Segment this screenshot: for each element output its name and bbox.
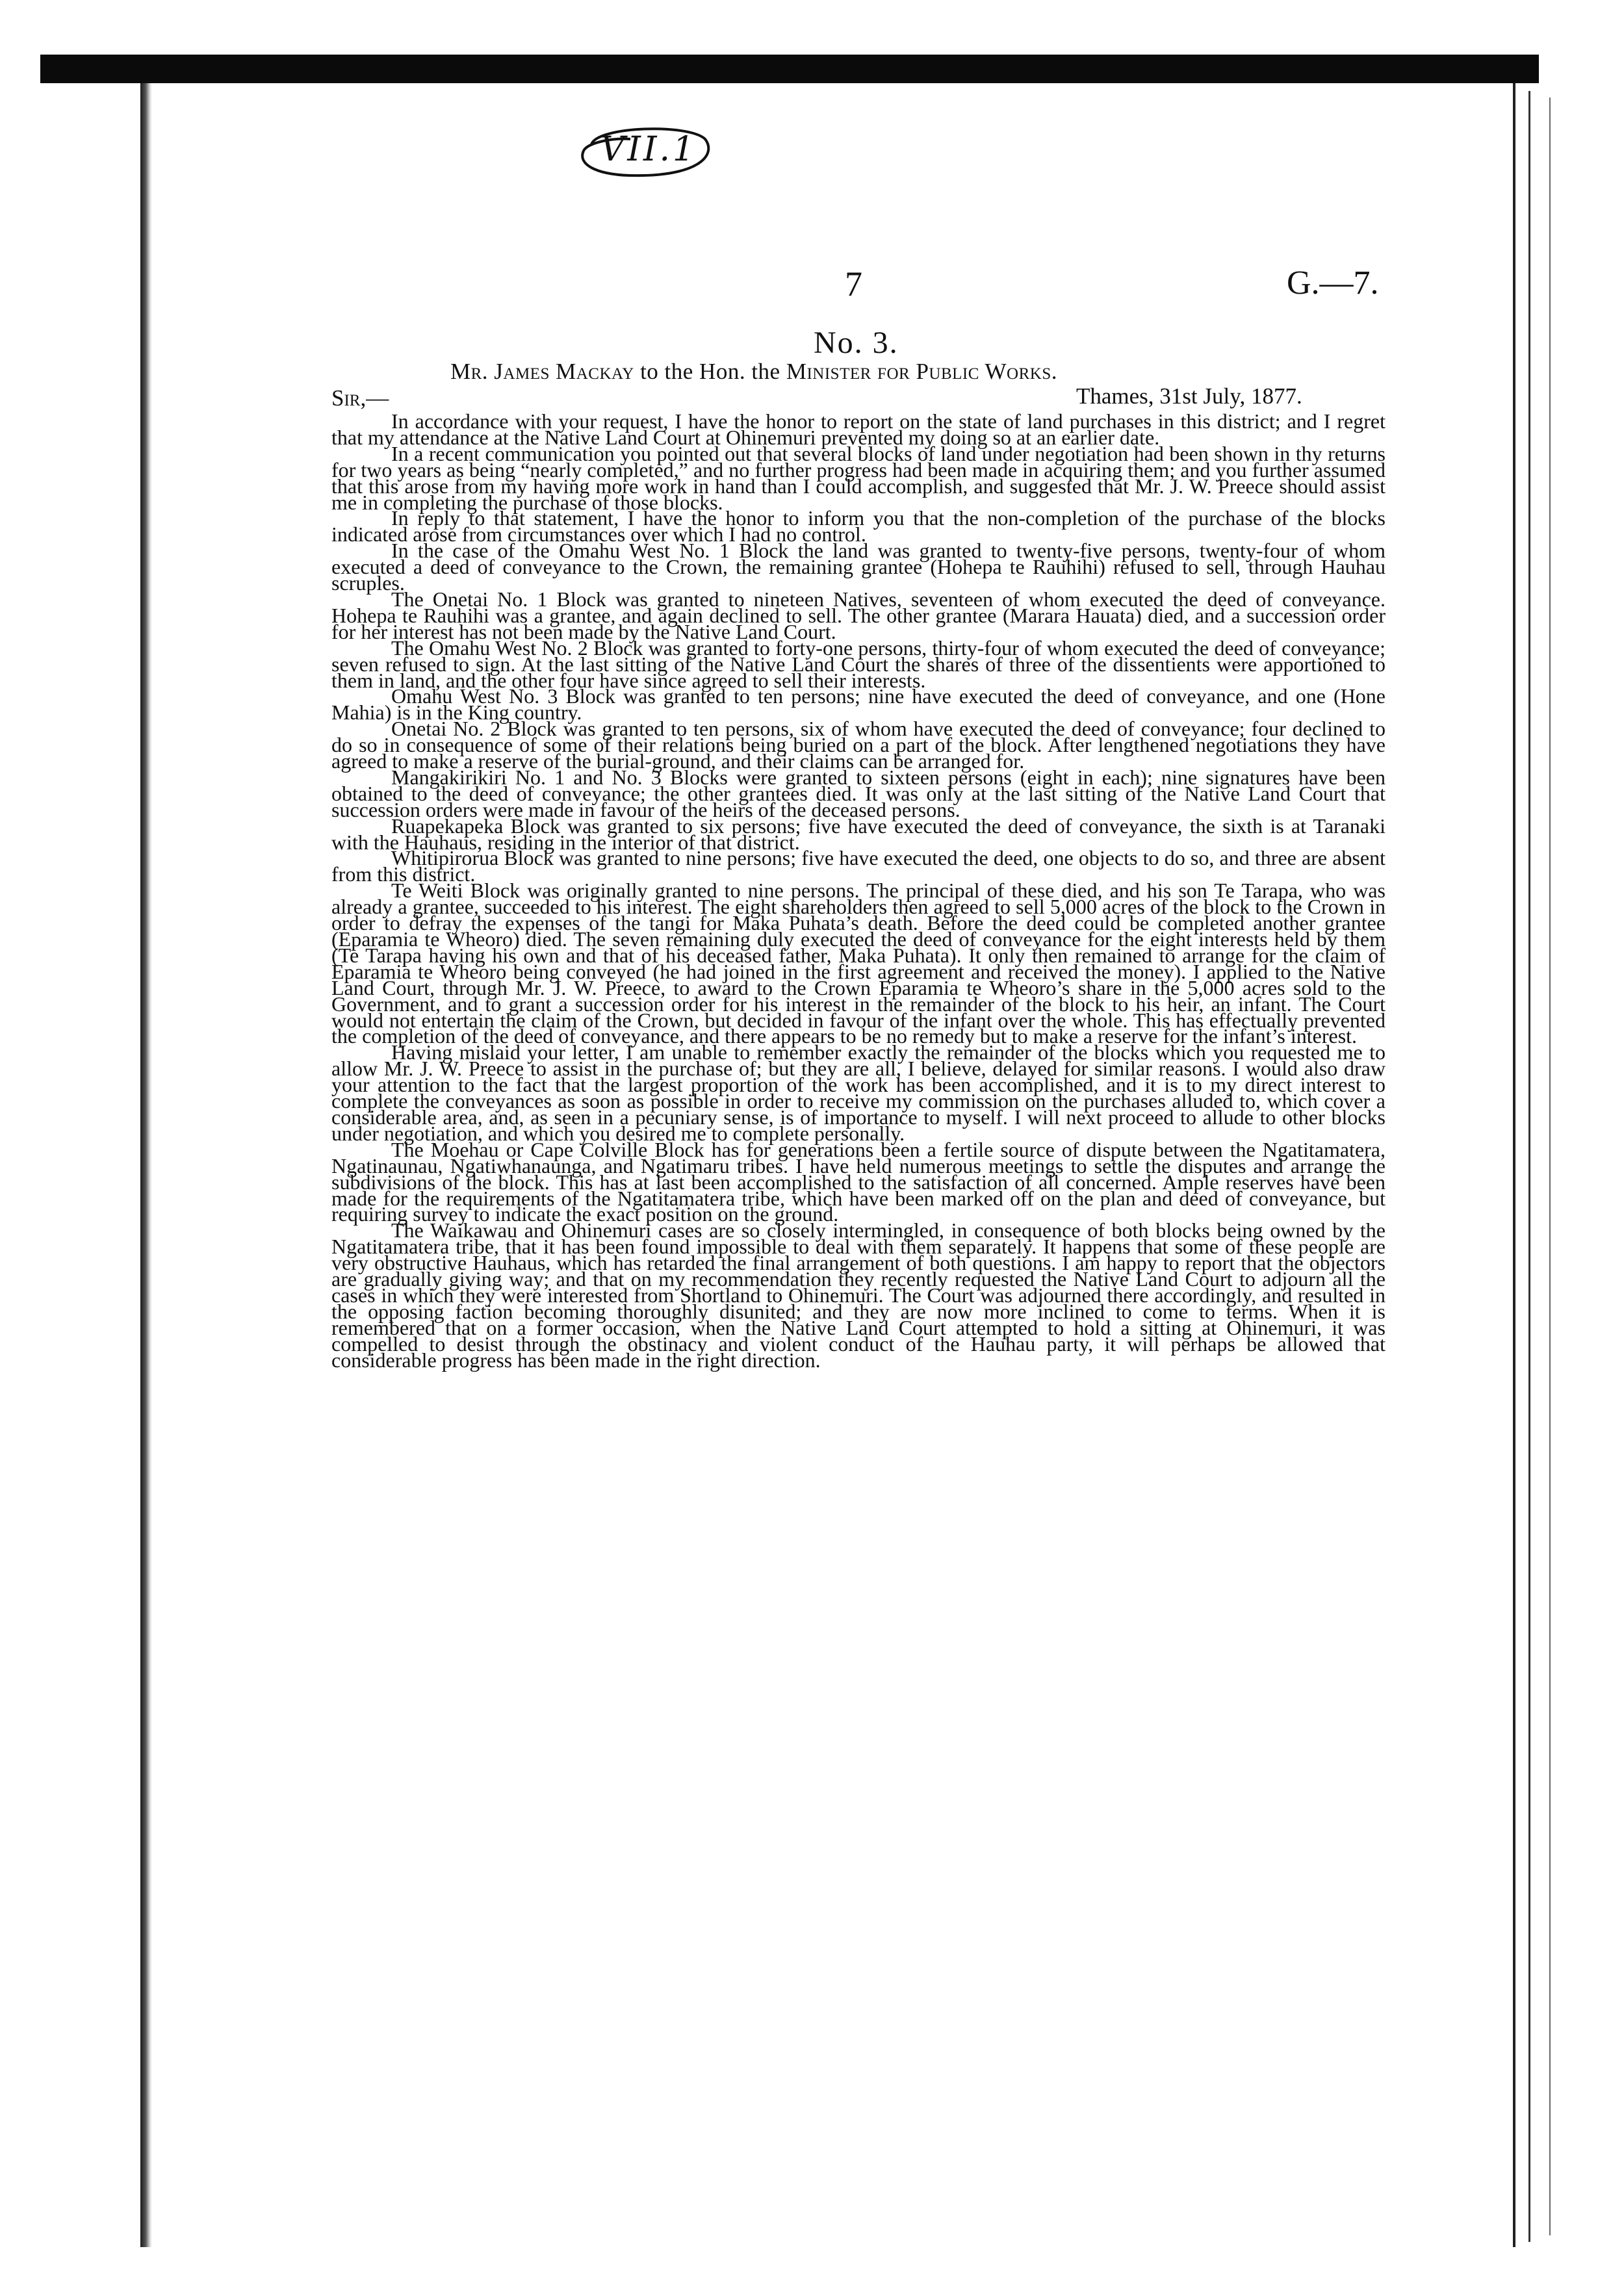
letter-body bbox=[331, 409, 1386, 1372]
letter-number: No. 3. bbox=[814, 326, 899, 360]
paragraph: Mangakirikiri No. 1 and No. 3 Blocks were granted to sixteen persons (eight in each); nine signatures have been obtained to the deed of conveyance; the other grantees died. It was only at the last sitting of the Native Land Court that succession orders were made in favour of the heirs of the deceased persons. bbox=[331, 765, 1386, 821]
paragraph: The Moehau or Cape Colville Block has for generations been a fertile source of dispute between the Ngatitamatera, Ngatinaunau, Ngatiwhanaunga, and Ngatimaru tribes. I have held numerous meetings to settle the disputes and arrange the subdivisions of the block. This has at last been accomplished to the satisfaction of all concerned. Ample reserves have been made for the requirements of the Ngatitamatera tribe, which have been marked off on the plan and deed of conveyance, but requiring survey to indicate the exact position on the ground. bbox=[331, 1137, 1386, 1226]
paragraph: Whitipirorua Block was granted to nine persons; five have executed the deed, one objects to do so, and three are absent from this district. bbox=[331, 846, 1386, 886]
paragraph: The Onetai No. 1 Block was granted to nineteen Natives, seventeen of whom executed the deed of conveyance. Hohepa te Rauhihi was a grantee, and again declined to sell. The other grantee (Marara Hauata) died, and a succession order for her interest has not been made by the Native Land Court. bbox=[331, 587, 1386, 643]
paragraph: The Waikawau and Ohinemuri cases are so closely intermingled, in consequence of both blocks being owned by the Ngatitamatera tribe, that it has been found impossible to deal with them separately. It happens that some of these people are very obstructive Hauhaus, which has retarded the final arrangement of both questions. I am happy to report that the objectors are gradually giving way; and that on my recommendation they recently requested the Native Land Court to adjourn all the cases in which they were interested from Shortland to Ohinemuri. The Court was adjourned there accordingly, and resulted in the opposing faction becoming thoroughly disunited; and they are now more inclined to come to terms. When it is remembered that on a former occasion, when the Native Land Court attempted to hold a sitting at Ohinemuri, it was compelled to desist through the obstinacy and violent conduct of the Hauhau party, it will perhaps be allowed that considerable progress has been made in the right direction. bbox=[331, 1218, 1386, 1372]
scan-right-edge-line bbox=[1549, 97, 1551, 2235]
place-date: Thames, 31st July, 1877. bbox=[1076, 383, 1302, 409]
paragraph: In a recent communication you pointed out that several blocks of land under negotiation had been shown in thy returns for two years as being “nearly completed,” and no further progress had been made in acquiring them; and you further assumed that this arose from my having more work in hand than I could accomplish, and suggested that Mr. J. W. Preece should assist me in completing the purchase of those blocks. bbox=[331, 441, 1386, 514]
paragraph: Onetai No. 2 Block was granted to ten persons, six of whom have executed the deed of conveyance; four declined to do so in consequence of some of their relations being buried on a part of the block. After lengthened negotiations they have agreed to make a reserve of the burial-ground, and their claims can be arranged for. bbox=[331, 717, 1386, 773]
paragraph: In reply to that statement, I have the honor to inform you that the non-completion of the purchase of the blocks indicated arose from circumstances over which I had no control. bbox=[331, 506, 1386, 547]
paragraph: Omahu West No. 3 Block was granted to ten persons; nine have executed the deed of conveyance, and one (Hone Mahia) is in the King country. bbox=[331, 684, 1386, 725]
paragraph: Having mislaid your letter, I am unable to remember exactly the remainder of the blocks which you requested me to allow Mr. J. W. Preece to assist in the purchase of; but they are all, I believe, delayed for similar reasons. I would also draw your attention to the fact that the largest proportion of the work has been accomplished, and it is to my direct interest to complete the conveyances as soon as possible in order to receive my commission on the purchases alluded to, which cover a considerable area, and, as seen in a pecuniary sense, is of importance to myself. I will next proceed to allude to other blocks under negotiation, and which you desired me to complete personally. bbox=[331, 1040, 1386, 1145]
salutation: Sir,— bbox=[331, 385, 389, 411]
scan-top-bar bbox=[40, 55, 1539, 83]
letter-heading bbox=[195, 359, 1313, 385]
paragraph: In the case of the Omahu West No. 1 Block the land was granted to twenty-five persons, twenty-four of whom executed a deed of conveyance to the Crown, the remaining grantee (Hohepa te Rauhihi) refused to sell, through Hauhau scruples. bbox=[331, 539, 1386, 595]
page-number: 7 bbox=[845, 264, 862, 303]
letter-recipient: Minister for Public Works. bbox=[786, 359, 1057, 384]
document-reference: G.—7. bbox=[1287, 264, 1379, 302]
handwritten-mark-text: VII.1 bbox=[600, 130, 697, 169]
scan-right-edge-line bbox=[1528, 91, 1530, 2242]
scan-left-edge bbox=[140, 83, 152, 2247]
paragraph: Te Weiti Block was originally granted to nine persons. The principal of these died, and his son Te Tarapa, who was already a grantee, succeeded to his interest. The eight shareholders then agreed to sell 5,000 acres of the block to the Crown in order to defray the expenses of the tangi for Maka Puhata’s death. Before the deed could be completed another grantee (Eparamia te Wheoro) died. The seven remaining duly executed the deed of conveyance for the eight interests held by them (Te Tarapa having his own and that of his deceased father, Maka Puhata). It only then remained to arrange for the claim of Eparamia te Wheoro being conveyed (he had joined in the first agreement and received the money). I applied to the Native Land Court, through Mr. J. W. Preece, to award to the Crown Eparamia te Wheoro’s share in the 5,000 acres sold to the Government, and to grant a succession order for his interest in the remainder of the block to his heir, an infant. The Court would not entertain the claim of the Crown, but decided in favour of the infant over the whole. This has effectually prevented the completion of the deed of conveyance, and there appears to be no remedy but to make a reserve for the infant’s interest. bbox=[331, 879, 1386, 1048]
paragraph: Ruapekapeka Block was granted to six persons; five have executed the deed of conveyance, the sixth is at Taranaki with the Hauhaus, residing in the interior of that district. bbox=[331, 814, 1386, 854]
letter-sender: Mr. James Mackay bbox=[450, 359, 634, 384]
paragraph: In accordance with your request, I have the honor to report on the state of land purchases in this district; and I regret that my attendance at the Native Land Court at Ohinemuri prevented my doing so at an earlier date. bbox=[331, 409, 1386, 449]
letter-heading-connector: to the Hon. the bbox=[640, 359, 780, 384]
paragraph: The Omahu West No. 2 Block was granted to forty-one persons, thirty-four of whom executed the deed of conveyance; seven refused to sign. At the last sitting of the Native Land Court the shares of three of the dissentients were apportioned to them in land, and the other four have since agreed to sell their interests. bbox=[331, 636, 1386, 692]
scan-right-edge bbox=[1513, 83, 1515, 2247]
